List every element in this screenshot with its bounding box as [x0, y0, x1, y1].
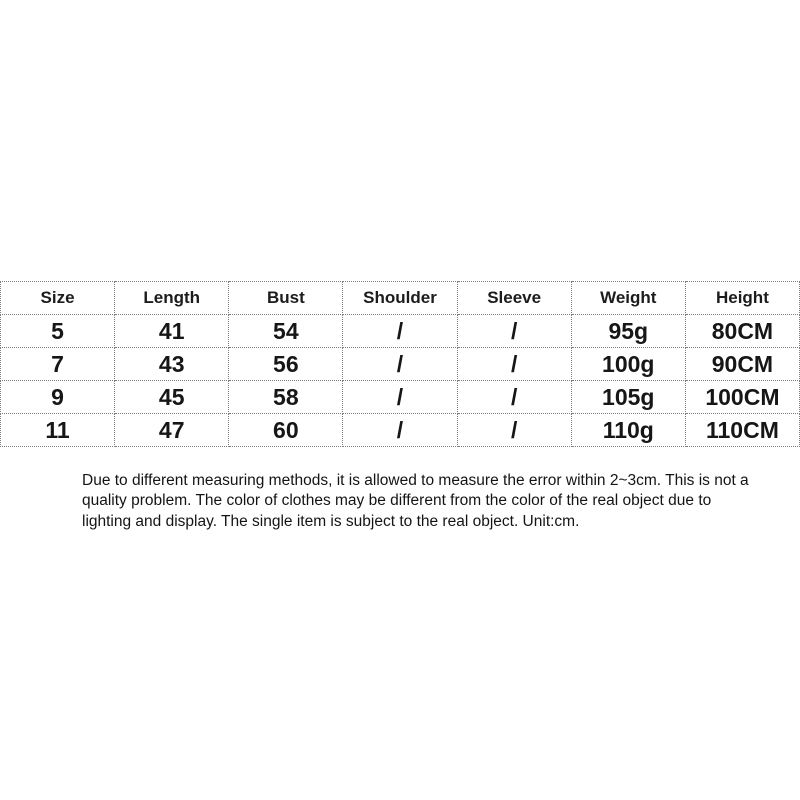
table-row [1, 315, 800, 348]
table-cell: / [457, 348, 571, 381]
table-cell: / [343, 348, 457, 381]
table-cell: 47 [115, 414, 229, 447]
column-header-length: Length [115, 282, 229, 315]
table-cell: 45 [115, 381, 229, 414]
table-cell: 80CM [685, 315, 799, 348]
column-header-height: Height [685, 282, 799, 315]
table-cell: / [457, 315, 571, 348]
table-cell: 54 [229, 315, 343, 348]
size-chart-body [1, 315, 800, 447]
table-cell: 43 [115, 348, 229, 381]
column-header-shoulder: Shoulder [343, 282, 457, 315]
table-cell: 90CM [685, 348, 799, 381]
table-row [1, 348, 800, 381]
column-header-bust: Bust [229, 282, 343, 315]
table-cell: / [343, 381, 457, 414]
disclaimer-line: lighting and display. The single item is subject to the real object. Unit:cm. [82, 512, 580, 530]
disclaimer-line: quality problem. The color of clothes may be different from the color of the real object due to [82, 492, 712, 510]
table-cell: 41 [115, 315, 229, 348]
table-cell: / [457, 381, 571, 414]
table-cell: 95g [571, 315, 685, 348]
table-cell: 58 [229, 381, 343, 414]
size-chart-header [1, 282, 800, 315]
table-row [1, 414, 800, 447]
table-cell: 110g [571, 414, 685, 447]
table-row [1, 381, 800, 414]
table-cell: 100CM [685, 381, 799, 414]
table-cell: 9 [1, 381, 115, 414]
table-cell: 56 [229, 348, 343, 381]
table-cell: 100g [571, 348, 685, 381]
table-cell: 11 [1, 414, 115, 447]
column-header-size: Size [1, 282, 115, 315]
table-cell: 7 [1, 348, 115, 381]
table-cell: 5 [1, 315, 115, 348]
table-cell: 105g [571, 381, 685, 414]
measuring-disclaimer [82, 471, 749, 532]
header-row [1, 282, 800, 315]
size-chart-table [0, 281, 800, 447]
column-header-weight: Weight [571, 282, 685, 315]
table-cell: / [343, 414, 457, 447]
table-cell: / [343, 315, 457, 348]
table-cell: 110CM [685, 414, 799, 447]
table-cell: / [457, 414, 571, 447]
column-header-sleeve: Sleeve [457, 282, 571, 315]
disclaimer-line: Due to different measuring methods, it is allowed to measure the error within 2~3cm. This is not a [82, 472, 749, 489]
table-cell: 60 [229, 414, 343, 447]
